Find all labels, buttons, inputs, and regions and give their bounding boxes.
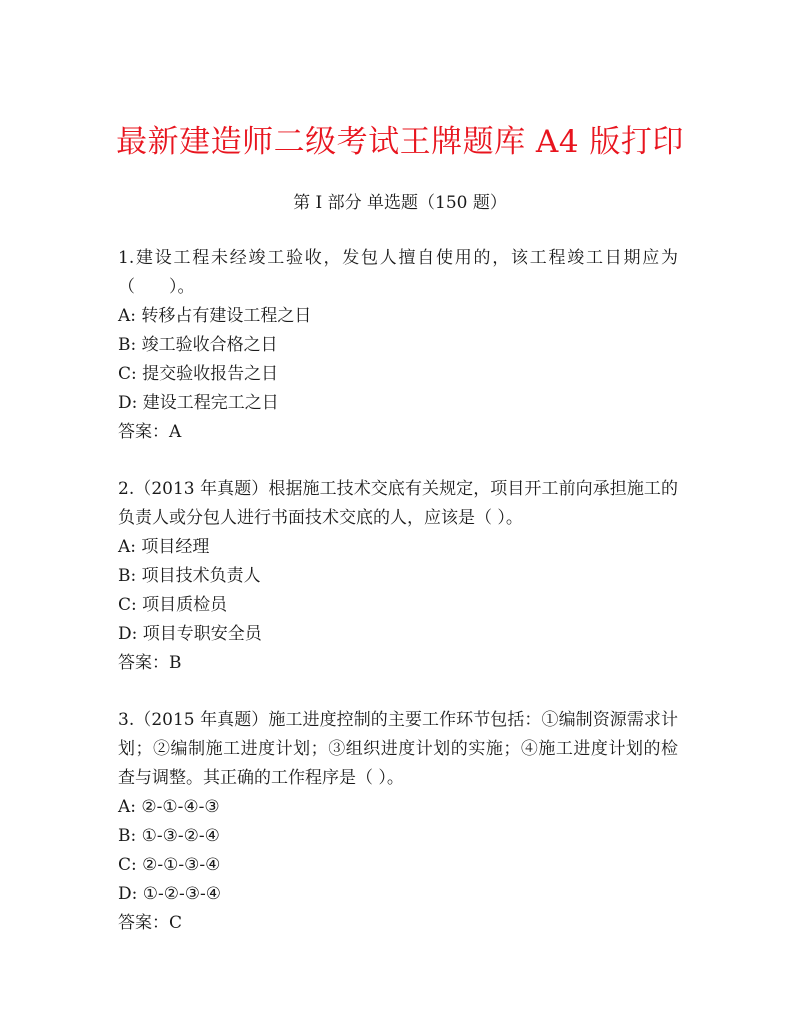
option-a: A: ②-①-④-③ (118, 797, 220, 817)
option-c: C: 项目质检员 (118, 595, 228, 615)
answer-line: 答案：B (118, 653, 182, 673)
question-stem: 1.建设工程未经竣工验收，发包人擅自使用的，该工程竣工日期应为（ ）。 (118, 248, 678, 297)
option-b: B: 竣工验收合格之日 (118, 335, 278, 355)
option-d: D: 建设工程完工之日 (118, 393, 279, 413)
question-3 (118, 706, 678, 938)
answer-line: 答案：A (118, 422, 182, 442)
option-d: D: 项目专职安全员 (118, 624, 262, 644)
option-a: A: 转移占有建设工程之日 (118, 306, 312, 326)
option-a: A: 项目经理 (118, 537, 210, 557)
option-d: D: ①-②-③-④ (118, 884, 221, 904)
question-stem: 3.（2015 年真题）施工进度控制的主要工作环节包括：①编制资源需求计划；②编制施工进度计划；③组织进度计划的实施；④施工进度计划的检查与调整。其正确的工作程序是（ ）。 (118, 710, 678, 788)
option-b: B: 项目技术负责人 (118, 566, 261, 586)
section-heading: 第 I 部分 单选题（150 题） (293, 193, 507, 213)
option-c: C: ②-①-③-④ (118, 855, 221, 875)
document-title: 最新建造师二级考试王牌题库 A4 版打印 (116, 124, 684, 160)
option-b: B: ①-③-②-④ (118, 826, 220, 846)
question-2 (118, 475, 678, 678)
option-c: C: 提交验收报告之日 (118, 364, 279, 384)
question-1 (118, 244, 678, 447)
question-stem: 2.（2013 年真题）根据施工技术交底有关规定，项目开工前向承担施工的负责人或分包人进行书面技术交底的人，应该是（ ）。 (118, 479, 678, 528)
question-list (118, 244, 678, 966)
answer-line: 答案：C (118, 913, 183, 933)
